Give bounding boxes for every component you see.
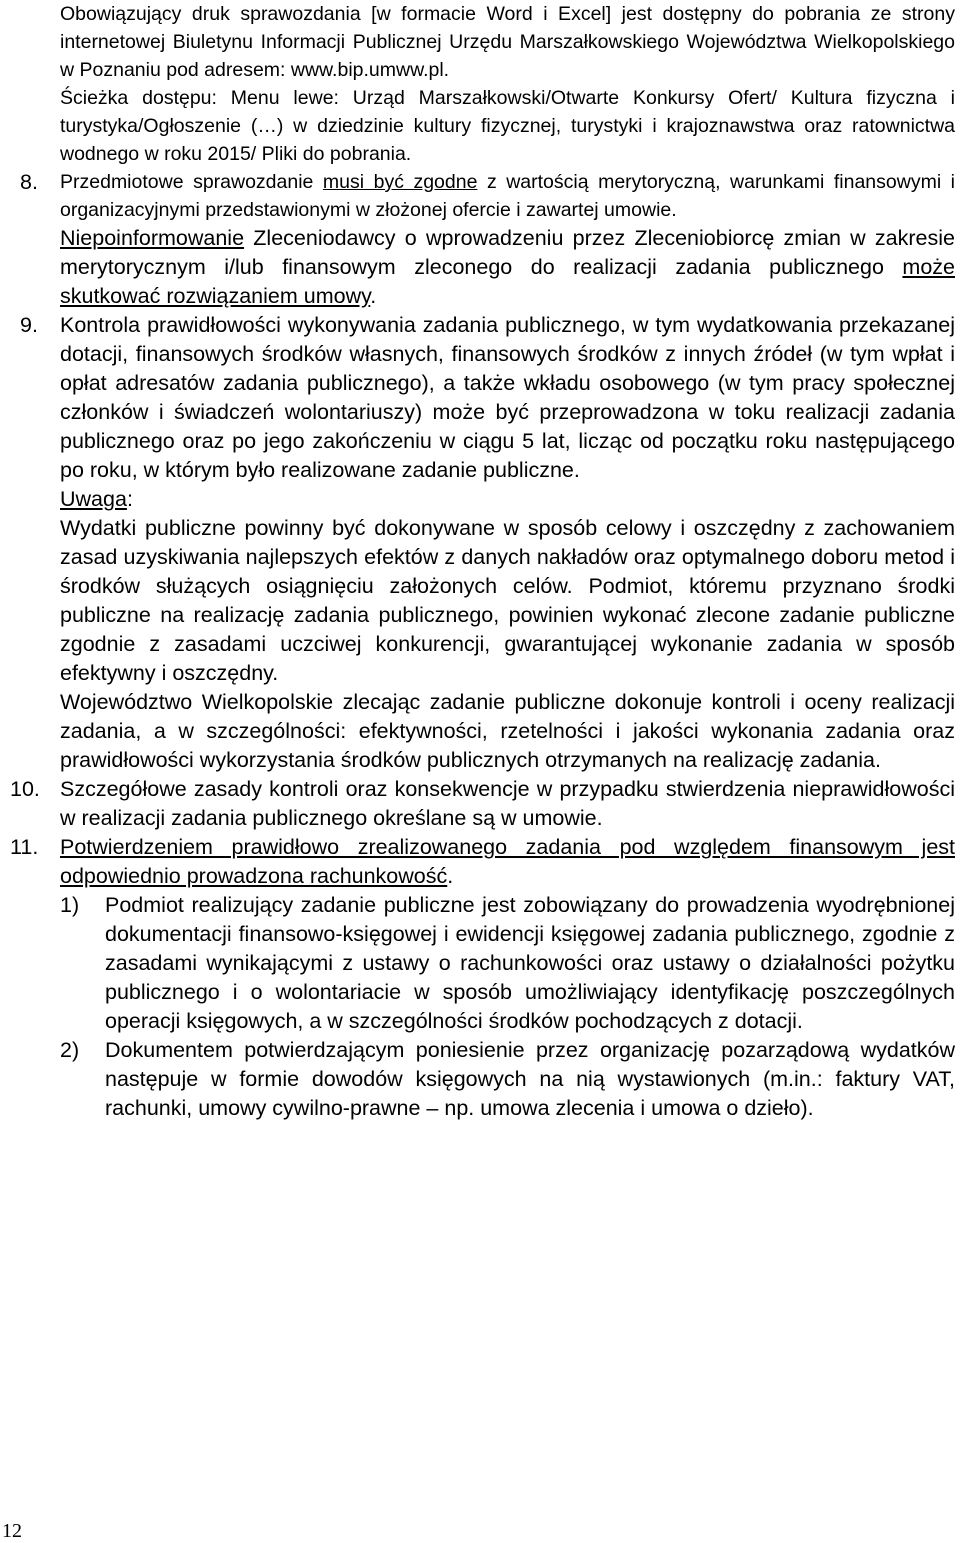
item-8-underline-e: może skutkować rozwiązaniem umowy bbox=[60, 255, 955, 308]
item-number: 10. bbox=[10, 777, 40, 801]
item-11-end: . bbox=[447, 864, 454, 888]
list-item-8 bbox=[20, 168, 955, 311]
access-path-paragraph: Ścieżka dostępu: Menu lewe: Urząd Marszałkowski/Otwarte Konkursy Ofert/ Kultura fizyczna i turystyka/Ogłoszenie (…) w dziedzinie kultury fizycznej, turystyki i krajoznawstwa oraz ratownictwa wodnego w roku 2015/ Pliki do pobrania. bbox=[60, 87, 955, 165]
uwaga-colon: : bbox=[126, 487, 133, 511]
item-8-note bbox=[60, 224, 955, 311]
sub-item-number: 2) bbox=[60, 1038, 80, 1062]
sub-item-number: 1) bbox=[60, 893, 80, 917]
voivodeship-paragraph: Województwo Wielkopolskie zlecając zadanie publiczne dokonuje kontroli i oceny realizacji zadania, a w szczególności: efektywności, rzetelności i jakości wykonania zadania oraz prawidłowości wykorzystania środków publicznych otrzymanych na realizację zadania. bbox=[60, 690, 955, 772]
sub-item-1-text: Podmiot realizujący zadanie publiczne jest zobowiązany do prowadzenia wyodrębnionej dokumentacji finansowo-księgowej i ewidencji księgowej zadania publicznego, zgodnie z zasadami wynikającymi z ustawy o rachunkowości oraz ustawy o działalności pożytku publicznego i o wolontariacie w sposób umożliwiający identyfikację poszczególnych operacji księgowych, a w szczególności środków pochodzących z dotacji. bbox=[105, 893, 955, 1033]
item-number: 11. bbox=[10, 835, 39, 859]
list-item-10 bbox=[10, 775, 955, 833]
item-9-text: Kontrola prawidłowości wykonywania zadania publicznego, w tym wydatkowania przekazanej dotacji, finansowych środków własnych, finansowych środków z innych źródeł (w tym wpłat i opłat adresatów zadania publicznego), a także wkładu osobowego (w tym pracy społecznej członków i świadczeń wolontariuszy) może być przeprowadzona w toku realizacji zadania publicznego oraz po jego zakończeniu w ciągu 5 lat, licząc od początku roku następującego po roku, w którym było realizowane zadanie publiczne. bbox=[60, 313, 955, 482]
page-number: 12 bbox=[2, 1520, 22, 1542]
item-8-underline-a: musi być zgodne bbox=[322, 171, 478, 193]
item-11-text bbox=[60, 833, 955, 891]
list-item-9 bbox=[20, 311, 955, 775]
item-8-part-d: Zleceniodawcy o wprowadzeniu przez Zleceniobiorcę zmian w zakresie merytorycznym i/lub finansowym zleconego do realizacji zadania publicznego bbox=[60, 226, 955, 279]
item-11-underline: Potwierdzeniem prawidłowo zrealizowanego zadania pod względem finansowym jest odpowiednio prowadzona rachunkowość bbox=[60, 835, 955, 888]
uwaga-paragraph: Wydatki publiczne powinny być dokonywane w sposób celowy i oszczędny z zachowaniem zasad uzyskiwania najlepszych efektów z danych nakładów oraz optymalnego doboru metod i środków służących osiągnięciu założonych celów. Podmiot, któremu przyznano środki publiczne na realizację zadania publicznego, powinien wykonać zlecone zadanie publiczne zgodnie z zasadami uczciwej konkurencji, gwarantującej wykonanie zadania w sposób efektywny i oszczędny. bbox=[60, 516, 955, 685]
uwaga-heading bbox=[60, 485, 955, 514]
uwaga-label: Uwaga bbox=[60, 487, 127, 511]
item-8-underline-c: Niepoinformowanie bbox=[60, 226, 245, 250]
intro-paragraph: Obowiązujący druk sprawozdania [w formacie Word i Excel] jest dostępny do pobrania ze strony internetowej Biuletynu Informacji Publicznej Urzędu Marszałkowskiego Województwa Wielkopolskiego w Poznaniu pod adresem: www.bip.umww.pl. bbox=[60, 3, 955, 81]
sub-item-2-text: Dokumentem potwierdzającym poniesienie przez organizację pozarządową wydatków następuje w formie dowodów księgowych na nią wystawionych (m.in.: faktury VAT, rachunki, umowy cywilno-prawne – np. umowa zlecenia i umowa o dzieło). bbox=[105, 1038, 955, 1120]
document-body bbox=[10, 0, 955, 1123]
item-8-part-a: Przedmiotowe sprawozdanie bbox=[60, 171, 323, 193]
item-number: 9. bbox=[20, 313, 38, 337]
item-8-part-f: . bbox=[370, 284, 377, 308]
item-8-text bbox=[60, 168, 955, 224]
sub-item-1 bbox=[60, 891, 955, 1036]
list-item-11 bbox=[10, 833, 955, 1123]
item-10-text: Szczegółowe zasady kontroli oraz konsekwencje w przypadku stwierdzenia nieprawidłowości w realizacji zadania publicznego określane są w umowie. bbox=[60, 777, 955, 830]
item-8-part-b: z wartością merytoryczną, warunkami finansowymi i organizacyjnymi przedstawionymi w złożonej ofercie i zawartej umowie. bbox=[60, 171, 955, 221]
item-number: 8. bbox=[20, 170, 38, 194]
sub-item-2 bbox=[60, 1036, 955, 1123]
